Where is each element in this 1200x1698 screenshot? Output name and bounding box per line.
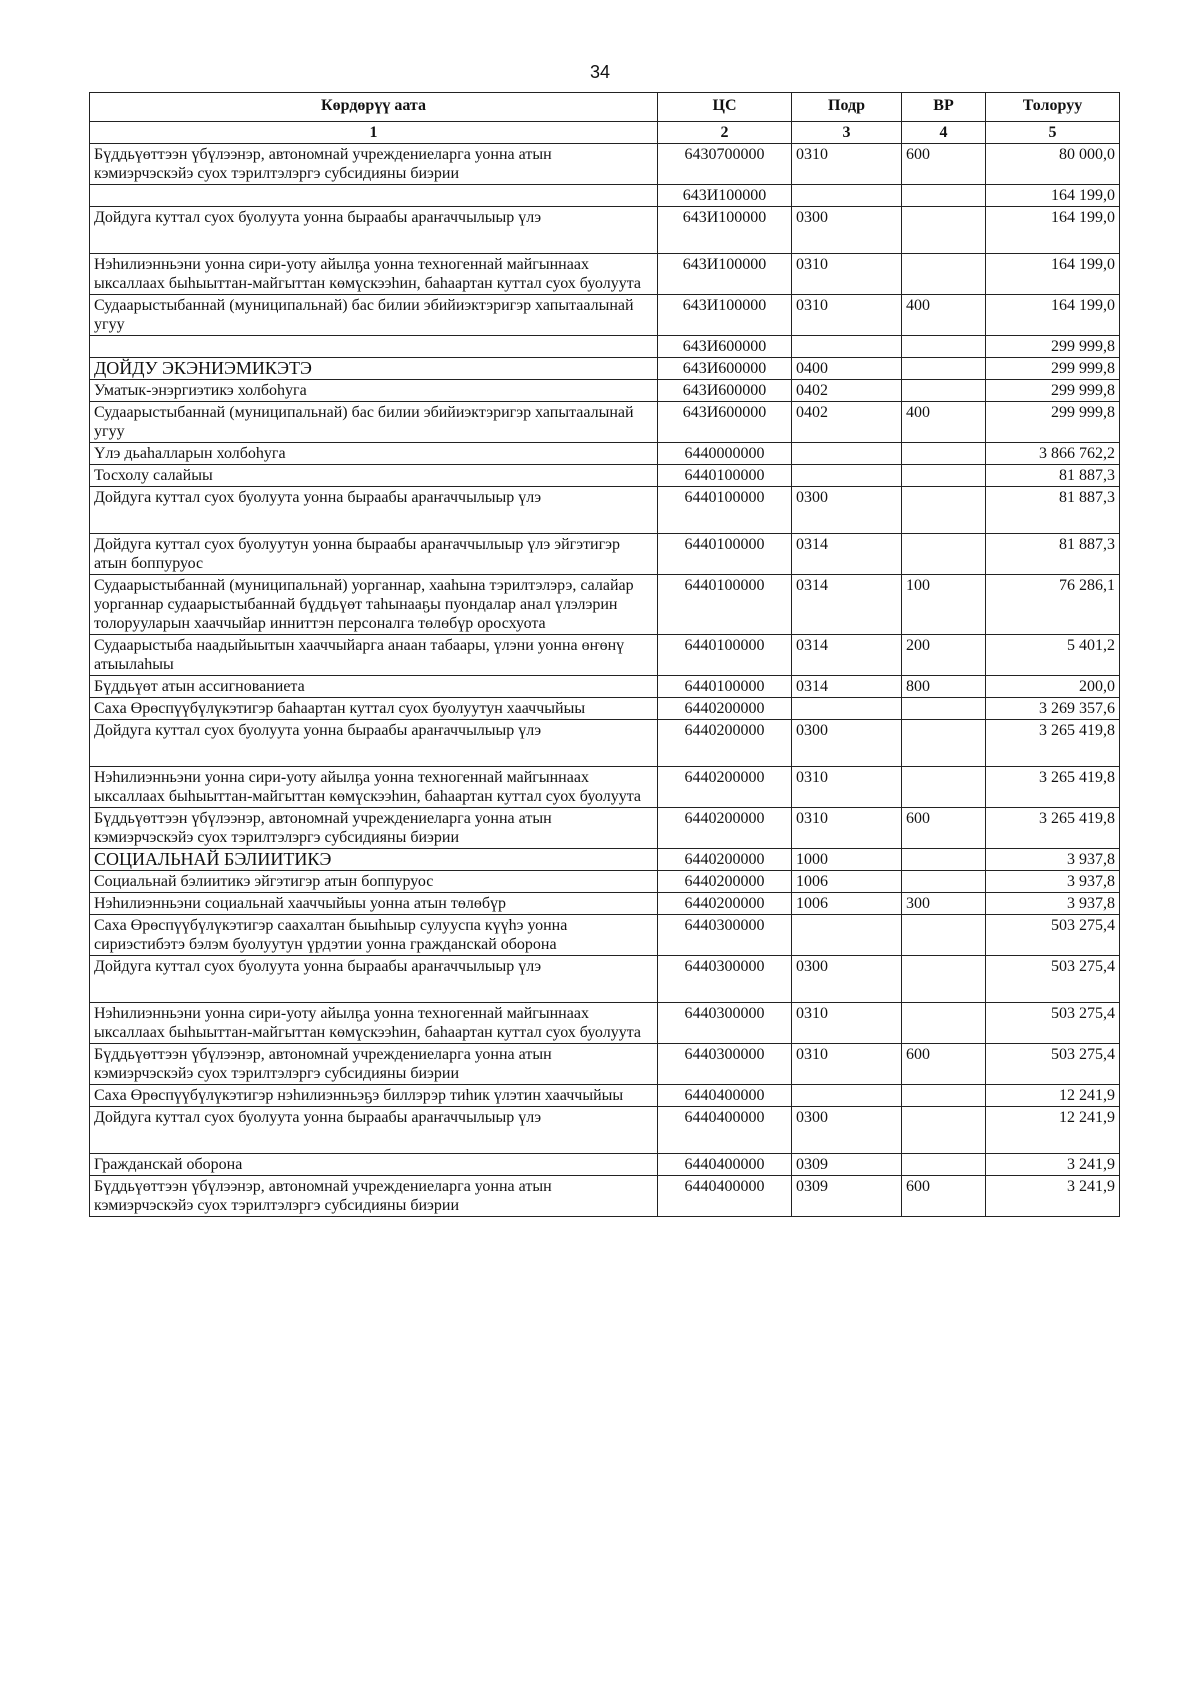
row-cs-code: 6440200000 xyxy=(658,893,792,915)
row-vr-code: 600 xyxy=(902,144,986,185)
page-number: 34 xyxy=(589,62,611,82)
row-vr-code xyxy=(902,1154,986,1176)
table-row xyxy=(90,443,1120,465)
row-cs-code: 6440400000 xyxy=(658,1154,792,1176)
row-vr-code xyxy=(902,465,986,487)
row-amount: 299 999,8 xyxy=(986,380,1120,402)
row-podr-code: 0310 xyxy=(792,808,902,849)
row-vr-code xyxy=(902,698,986,720)
row-cs-code: 6440200000 xyxy=(658,720,792,767)
row-cs-code: 6440200000 xyxy=(658,808,792,849)
row-vr-code xyxy=(902,871,986,893)
row-cs-code: 643И100000 xyxy=(658,295,792,336)
row-name: Бүддьүөттээн үбүлээнэр, автономнай учреждениеларга уонна атын кэмиэрчэскэйэ суох тэрилтэлэргэ субсидияны биэрии xyxy=(90,1176,658,1217)
row-vr-code xyxy=(902,443,986,465)
row-cs-code: 643И600000 xyxy=(658,358,792,380)
row-name: Үлэ дьаһалларын холбоһуга xyxy=(90,443,658,465)
row-podr-code: 0314 xyxy=(792,635,902,676)
row-name: Саха Өрөспүүбүлүкэтигэр баһаартан куттал суох буолуутун хааччыйыы xyxy=(90,698,658,720)
table-row xyxy=(90,1154,1120,1176)
table-row xyxy=(90,767,1120,808)
row-amount: 200,0 xyxy=(986,676,1120,698)
row-amount: 80 000,0 xyxy=(986,144,1120,185)
row-name: Дойдуга куттал суох буолуута уонна быраабы араҥаччылыыр үлэ xyxy=(90,487,658,534)
row-amount: 12 241,9 xyxy=(986,1107,1120,1154)
row-podr-code: 0310 xyxy=(792,295,902,336)
row-amount: 503 275,4 xyxy=(986,956,1120,1003)
row-podr-code: 1006 xyxy=(792,893,902,915)
row-amount: 299 999,8 xyxy=(986,336,1120,358)
header-sum: Толоруу xyxy=(986,93,1120,122)
row-name: Бүддьүөттээн үбүлээнэр, автономнай учреждениеларга уонна атын кэмиэрчэскэйэ суох тэрилтэлэргэ субсидияны биэрии xyxy=(90,808,658,849)
row-podr-code xyxy=(792,915,902,956)
row-podr-code: 1006 xyxy=(792,871,902,893)
row-amount: 3 241,9 xyxy=(986,1176,1120,1217)
row-name: Социальнай бэлиитикэ эйгэтигэр атын боппуруос xyxy=(90,871,658,893)
row-vr-code xyxy=(902,487,986,534)
row-name: Дойдуга куттал суох буолуута уонна быраабы араҥаччылыыр үлэ xyxy=(90,207,658,254)
row-amount: 503 275,4 xyxy=(986,1003,1120,1044)
row-amount: 3 937,8 xyxy=(986,893,1120,915)
table-row xyxy=(90,676,1120,698)
row-amount: 164 199,0 xyxy=(986,254,1120,295)
column-number: 1 xyxy=(90,122,658,144)
row-name xyxy=(90,185,658,207)
row-podr-code: 1000 xyxy=(792,849,902,871)
row-vr-code xyxy=(902,915,986,956)
row-podr-code: 0300 xyxy=(792,956,902,1003)
row-amount: 299 999,8 xyxy=(986,402,1120,443)
row-podr-code: 0310 xyxy=(792,767,902,808)
column-number: 2 xyxy=(658,122,792,144)
row-cs-code: 6440100000 xyxy=(658,465,792,487)
row-name: ДОЙДУ ЭКЭНИЭМИКЭТЭ xyxy=(90,358,658,380)
row-name: Судаарыстыбаннай (муниципальнай) бас билии эбийиэктэригэр хапытаалынай угуу xyxy=(90,295,658,336)
row-cs-code: 6440200000 xyxy=(658,871,792,893)
row-cs-code: 643И100000 xyxy=(658,185,792,207)
row-name: Судаарыстыба наадыйыытын хааччыйарга анаан табаары, үлэни уонна өҥөнү атыылаһыы xyxy=(90,635,658,676)
row-amount: 12 241,9 xyxy=(986,1085,1120,1107)
budget-table xyxy=(89,92,1120,1217)
row-podr-code: 0314 xyxy=(792,534,902,575)
row-vr-code xyxy=(902,254,986,295)
row-cs-code: 6440200000 xyxy=(658,698,792,720)
table-row xyxy=(90,402,1120,443)
row-vr-code xyxy=(902,185,986,207)
row-amount: 3 265 419,8 xyxy=(986,720,1120,767)
row-podr-code: 0400 xyxy=(792,358,902,380)
row-vr-code xyxy=(902,336,986,358)
row-amount: 81 887,3 xyxy=(986,534,1120,575)
row-podr-code xyxy=(792,336,902,358)
row-vr-code xyxy=(902,1107,986,1154)
table-row xyxy=(90,849,1120,871)
row-name: Уматык-энэргиэтикэ холбоһуга xyxy=(90,380,658,402)
table-row xyxy=(90,380,1120,402)
row-vr-code: 300 xyxy=(902,893,986,915)
row-cs-code: 6440400000 xyxy=(658,1176,792,1217)
row-cs-code: 6440000000 xyxy=(658,443,792,465)
row-cs-code: 6440400000 xyxy=(658,1085,792,1107)
row-cs-code: 643И100000 xyxy=(658,207,792,254)
row-cs-code: 6440300000 xyxy=(658,1003,792,1044)
row-podr-code: 0300 xyxy=(792,720,902,767)
row-name: Бүддьүөт атын ассигнованиета xyxy=(90,676,658,698)
column-number: 3 xyxy=(792,122,902,144)
row-vr-code xyxy=(902,1003,986,1044)
row-cs-code: 643И600000 xyxy=(658,380,792,402)
row-amount: 164 199,0 xyxy=(986,207,1120,254)
table-row xyxy=(90,635,1120,676)
row-amount: 3 269 357,6 xyxy=(986,698,1120,720)
row-podr-code xyxy=(792,1085,902,1107)
row-vr-code: 400 xyxy=(902,402,986,443)
row-name: Бүддьүөттээн үбүлээнэр, автономнай учреждениеларга уонна атын кэмиэрчэскэйэ суох тэрилтэлэргэ субсидияны биэрии xyxy=(90,144,658,185)
row-cs-code: 6440100000 xyxy=(658,635,792,676)
row-amount: 3 265 419,8 xyxy=(986,808,1120,849)
table-row xyxy=(90,720,1120,767)
row-vr-code: 600 xyxy=(902,1044,986,1085)
row-podr-code xyxy=(792,698,902,720)
table-row xyxy=(90,534,1120,575)
header-vr: ВР xyxy=(902,93,986,122)
row-name: Нэһилиэнньэни уонна сири-уоту айылҕа уонна техногеннай майгыннаах ыксаллаах быһыыттан-майгыттан көмүскээһин, баһаартан куттал суох буолуута xyxy=(90,767,658,808)
row-amount: 3 241,9 xyxy=(986,1154,1120,1176)
row-name: Саха Өрөспүүбүлүкэтигэр саахалтан быыһыыр сулууспа күүһэ уонна сириэстибэтэ бэлэм буолуутун үрдэтии уонна гражданскай оборона xyxy=(90,915,658,956)
row-podr-code: 0310 xyxy=(792,254,902,295)
row-podr-code xyxy=(792,465,902,487)
row-vr-code xyxy=(902,534,986,575)
row-vr-code xyxy=(902,767,986,808)
row-amount: 5 401,2 xyxy=(986,635,1120,676)
header-row xyxy=(90,93,1120,122)
row-vr-code: 800 xyxy=(902,676,986,698)
row-podr-code: 0314 xyxy=(792,676,902,698)
row-vr-code xyxy=(902,720,986,767)
table-row xyxy=(90,487,1120,534)
row-podr-code: 0310 xyxy=(792,1003,902,1044)
table-row xyxy=(90,1176,1120,1217)
row-podr-code: 0300 xyxy=(792,487,902,534)
table-row xyxy=(90,1044,1120,1085)
header-name: Көрдөрүү аата xyxy=(90,93,658,122)
row-name xyxy=(90,336,658,358)
row-cs-code: 6440100000 xyxy=(658,487,792,534)
table-row xyxy=(90,1085,1120,1107)
column-number-row xyxy=(90,122,1120,144)
row-name: Дойдуга куттал суох буолуута уонна быраабы араҥаччылыыр үлэ xyxy=(90,720,658,767)
row-name: Нэһилиэнньэни социальнай хааччыйыы уонна атын төлөбүр xyxy=(90,893,658,915)
table-row xyxy=(90,1003,1120,1044)
row-podr-code: 0402 xyxy=(792,380,902,402)
table-row xyxy=(90,915,1120,956)
row-vr-code xyxy=(902,849,986,871)
row-cs-code: 6430700000 xyxy=(658,144,792,185)
row-podr-code xyxy=(792,443,902,465)
table-row xyxy=(90,465,1120,487)
column-number: 5 xyxy=(986,122,1120,144)
table-row xyxy=(90,254,1120,295)
table-row xyxy=(90,358,1120,380)
row-name: Дойдуга куттал суох буолуута уонна быраабы араҥаччылыыр үлэ xyxy=(90,956,658,1003)
header-cs: ЦС xyxy=(658,93,792,122)
table-row xyxy=(90,185,1120,207)
table-body xyxy=(90,144,1120,1217)
row-podr-code: 0309 xyxy=(792,1176,902,1217)
row-amount: 3 937,8 xyxy=(986,871,1120,893)
row-cs-code: 643И100000 xyxy=(658,254,792,295)
table-row xyxy=(90,575,1120,635)
row-vr-code xyxy=(902,358,986,380)
row-podr-code xyxy=(792,185,902,207)
row-podr-code: 0402 xyxy=(792,402,902,443)
row-name: Судаарыстыбаннай (муниципальнай) бас билии эбийиэктэригэр хапытаалынай угуу xyxy=(90,402,658,443)
row-amount: 503 275,4 xyxy=(986,915,1120,956)
row-podr-code: 0300 xyxy=(792,207,902,254)
row-cs-code: 6440100000 xyxy=(658,676,792,698)
row-cs-code: 6440300000 xyxy=(658,1044,792,1085)
table-row xyxy=(90,295,1120,336)
row-name: Саха Өрөспүүбүлүкэтигэр нэһилиэнньэҕэ биллэрэр тиһик үлэтин хааччыйыы xyxy=(90,1085,658,1107)
row-cs-code: 6440200000 xyxy=(658,849,792,871)
row-amount: 3 265 419,8 xyxy=(986,767,1120,808)
row-amount: 76 286,1 xyxy=(986,575,1120,635)
table-row xyxy=(90,871,1120,893)
row-name: Бүддьүөттээн үбүлээнэр, автономнай учреждениеларга уонна атын кэмиэрчэскэйэ суох тэрилтэлэргэ субсидияны биэрии xyxy=(90,1044,658,1085)
row-cs-code: 643И600000 xyxy=(658,336,792,358)
row-podr-code: 0300 xyxy=(792,1107,902,1154)
row-vr-code xyxy=(902,207,986,254)
row-podr-code: 0310 xyxy=(792,1044,902,1085)
row-vr-code xyxy=(902,956,986,1003)
table-row xyxy=(90,1107,1120,1154)
row-name: СОЦИАЛЬНАЙ БЭЛИИТИКЭ xyxy=(90,849,658,871)
row-amount: 503 275,4 xyxy=(986,1044,1120,1085)
row-vr-code: 600 xyxy=(902,808,986,849)
row-amount: 81 887,3 xyxy=(986,487,1120,534)
row-cs-code: 6440300000 xyxy=(658,956,792,1003)
row-vr-code xyxy=(902,380,986,402)
table-row xyxy=(90,336,1120,358)
table-row xyxy=(90,893,1120,915)
row-cs-code: 643И600000 xyxy=(658,402,792,443)
row-vr-code: 100 xyxy=(902,575,986,635)
row-cs-code: 6440300000 xyxy=(658,915,792,956)
row-vr-code: 200 xyxy=(902,635,986,676)
row-cs-code: 6440400000 xyxy=(658,1107,792,1154)
column-number: 4 xyxy=(902,122,986,144)
row-amount: 3 937,8 xyxy=(986,849,1120,871)
row-amount: 81 887,3 xyxy=(986,465,1120,487)
row-cs-code: 6440100000 xyxy=(658,534,792,575)
row-amount: 3 866 762,2 xyxy=(986,443,1120,465)
row-vr-code xyxy=(902,1085,986,1107)
row-name: Дойдуга куттал суох буолуутун уонна быраабы араҥаччылыыр үлэ эйгэтигэр атын боппуруос xyxy=(90,534,658,575)
row-vr-code: 400 xyxy=(902,295,986,336)
table-row xyxy=(90,207,1120,254)
row-cs-code: 6440200000 xyxy=(658,767,792,808)
row-vr-code: 600 xyxy=(902,1176,986,1217)
row-cs-code: 6440100000 xyxy=(658,575,792,635)
row-podr-code: 0309 xyxy=(792,1154,902,1176)
table-row xyxy=(90,698,1120,720)
row-name: Дойдуга куттал суох буолуута уонна быраабы араҥаччылыыр үлэ xyxy=(90,1107,658,1154)
row-amount: 164 199,0 xyxy=(986,295,1120,336)
table-row xyxy=(90,956,1120,1003)
row-amount: 164 199,0 xyxy=(986,185,1120,207)
row-amount: 299 999,8 xyxy=(986,358,1120,380)
row-podr-code: 0314 xyxy=(792,575,902,635)
table-row xyxy=(90,144,1120,185)
header-podr: Подр xyxy=(792,93,902,122)
table-row xyxy=(90,808,1120,849)
row-name: Судаарыстыбаннай (муниципальнай) уорганнар, хааһына тэрилтэлэрэ, салайар уорганнар судаарыстыбаннай бүддьүөт таһынааҕы пуондалар анал үлэлэрин толорууларын хааччыйар инниттэн персоналга төлөбүр оросхуота xyxy=(90,575,658,635)
row-name: Нэһилиэнньэни уонна сири-уоту айылҕа уонна техногеннай майгыннаах ыксаллаах быһыыттан-майгыттан көмүскээһин, баһаартан куттал суох буолуута xyxy=(90,1003,658,1044)
row-name: Тосхолу салайыы xyxy=(90,465,658,487)
row-name: Гражданскай оборона xyxy=(90,1154,658,1176)
row-podr-code: 0310 xyxy=(792,144,902,185)
row-name: Нэһилиэнньэни уонна сири-уоту айылҕа уонна техногеннай майгыннаах ыксаллаах быһыыттан-майгыттан көмүскээһин, баһаартан куттал суох буолуута xyxy=(90,254,658,295)
